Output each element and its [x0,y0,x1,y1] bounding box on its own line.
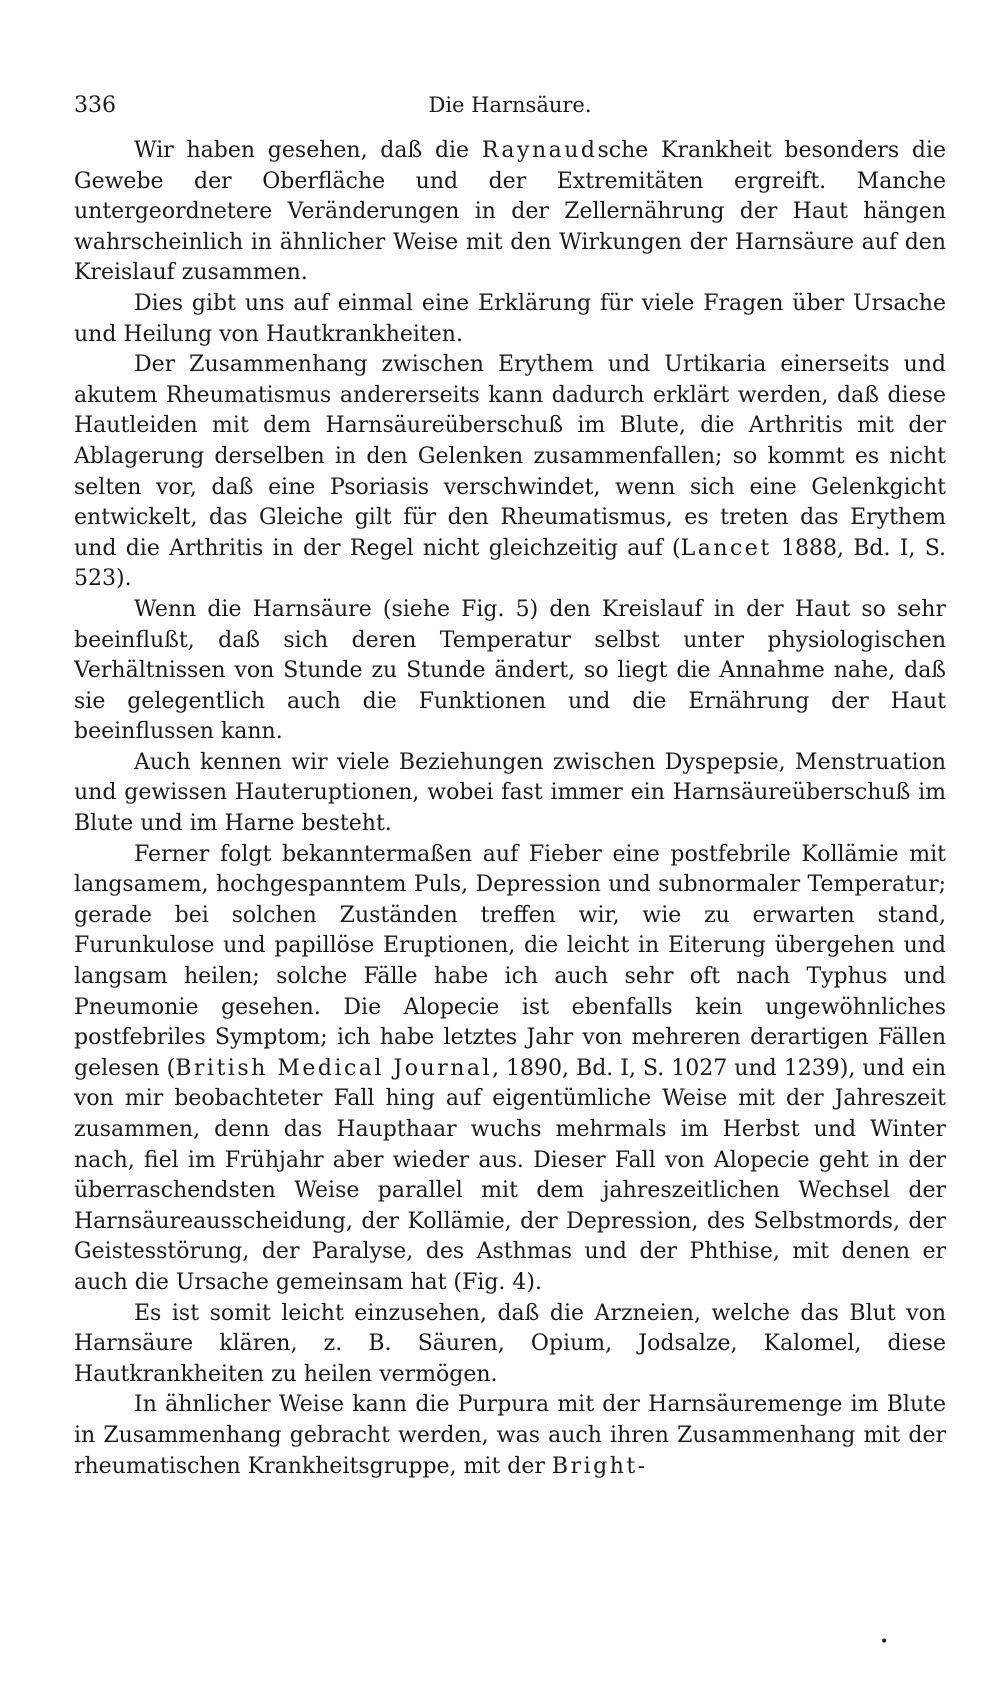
paragraph-fieber [74,840,946,1299]
paragraph-text: - [637,1453,646,1479]
paragraph-arzneien: Es ist somit leicht einzusehen, daß die Arzneien, welche das Blut von Harnsäure klären, z. B. Säuren, Opium, Jodsalze, Kalomel, diese Hautkrankheiten zu heilen vermögen. [74,1300,946,1387]
spaced-name: Bright [551,1453,638,1479]
paragraph-dyspepsie: Auch kennen wir viele Beziehungen zwischen Dyspepsie, Menstruation und gewissen Hauteruptionen, wobei fast immer ein Harnsäureüberschuß im Blute und im Harne besteht. [74,749,946,837]
paragraph-erythem [74,350,946,595]
footer-mark: • [880,1634,889,1650]
page-number: 336 [74,93,116,118]
page-header [74,93,946,123]
paragraph-purpura [74,1390,946,1482]
running-title: Die Harnsäure. [428,93,592,117]
paragraph-text: , 1890, Bd. I, S. 1027 und 1239), und ein von mir beobachteter Fall hing auf eigentümliche Weise mit der Jahreszeit zusammen, denn das Haupthaar wuchs mehrmals im Herbst und Winter nach, fiel im Frühjahr aber wieder aus. Dieser Fall von Alopecie geht in der überraschendsten Weise parallel mit dem jahreszeitlichen Wechsel der Harnsäureausscheidung, der Kollämie, der Depression, des Selbstmords, der Geistesstörung, der Paralyse, des Asthmas und der Phthise, mit denen er auch die Ursache gemeinsam hat (Fig. 4). [74,1055,946,1295]
page-body [74,136,946,1482]
spaced-citation: British Medical Journal [175,1055,493,1081]
paragraph-text: Der Zusammenhang zwischen Erythem und Urtikaria einerseits und akutem Rheumatismus andererseits kann dadurch erklärt werden, daß diese Hautleiden mit dem Harnsäureüberschuß im Blute, die Arthritis mit der Ablagerung derselben in den Gelenken zusammenfallen; so kommt es nicht selten vor, daß eine Psoriasis verschwindet, wenn sich eine Gelenkgicht entwickelt, das Gleiche gilt für den Rheumatismus, es treten das Erythem und die Arthritis in der Regel nicht gleichzeitig auf ( [74,352,946,561]
paragraph-raynaud [74,136,946,289]
paragraph-text: 1888, Bd. I, S. 523). [74,535,946,592]
paragraph-kreislauf: Wenn die Harnsäure (siehe Fig. 5) den Kreislauf in der Haut so sehr beeinflußt, daß sich deren Temperatur selbst unter physiologischen Verhältnissen von Stunde zu Stunde ändert, so liegt die Annahme nahe, daß sie gelegentlich auch die Funktionen und die Ernährung der Haut beeinflussen kann. [74,596,946,745]
paragraph-text: Wir haben gesehen, daß die [134,138,482,163]
spaced-name: Raynaud [481,138,598,163]
paragraph-text: sche Krankheit besonders die Gewebe der Oberfläche und der Extremitäten ergreift. Manche untergeordnetere Veränderungen in der Zellernährung der Haut hängen wahrscheinlich in ähnlicher Weise mit den Wirkungen der Harnsäure auf den Kreislauf zusammen. [74,138,946,286]
paragraph-hautkrankheiten: Dies gibt uns auf einmal eine Erklärung für viele Fragen über Ursache und Heilung von Hautkrankheiten. [74,290,946,347]
paragraph-text: In ähnlicher Weise kann die Purpura mit der Harnsäuremenge im Blute in Zusammenhang gebracht werden, was auch ihren Zusammenhang mit der rheumatischen Krankheitsgruppe, mit der [74,1392,946,1479]
paragraph-text: Ferner folgt bekanntermaßen auf Fieber eine postfebrile Kollämie mit langsamem, hochgespanntem Puls, Depression und subnormaler Temperatur; gerade bei solchen Zuständen treffen wir, wie zu erwarten stand, Furunkulose und papillöse Eruptionen, die leicht in Eiterung übergehen und langsam heilen; solche Fälle habe ich auch sehr oft nach Typhus und Pneumonie gesehen. Die Alopecie ist ebenfalls kein ungewöhnliches postfebriles Symptom; ich habe letztes Jahr von mehreren derartigen Fällen gelesen ( [74,841,946,1081]
spaced-citation: Lancet [680,535,772,561]
